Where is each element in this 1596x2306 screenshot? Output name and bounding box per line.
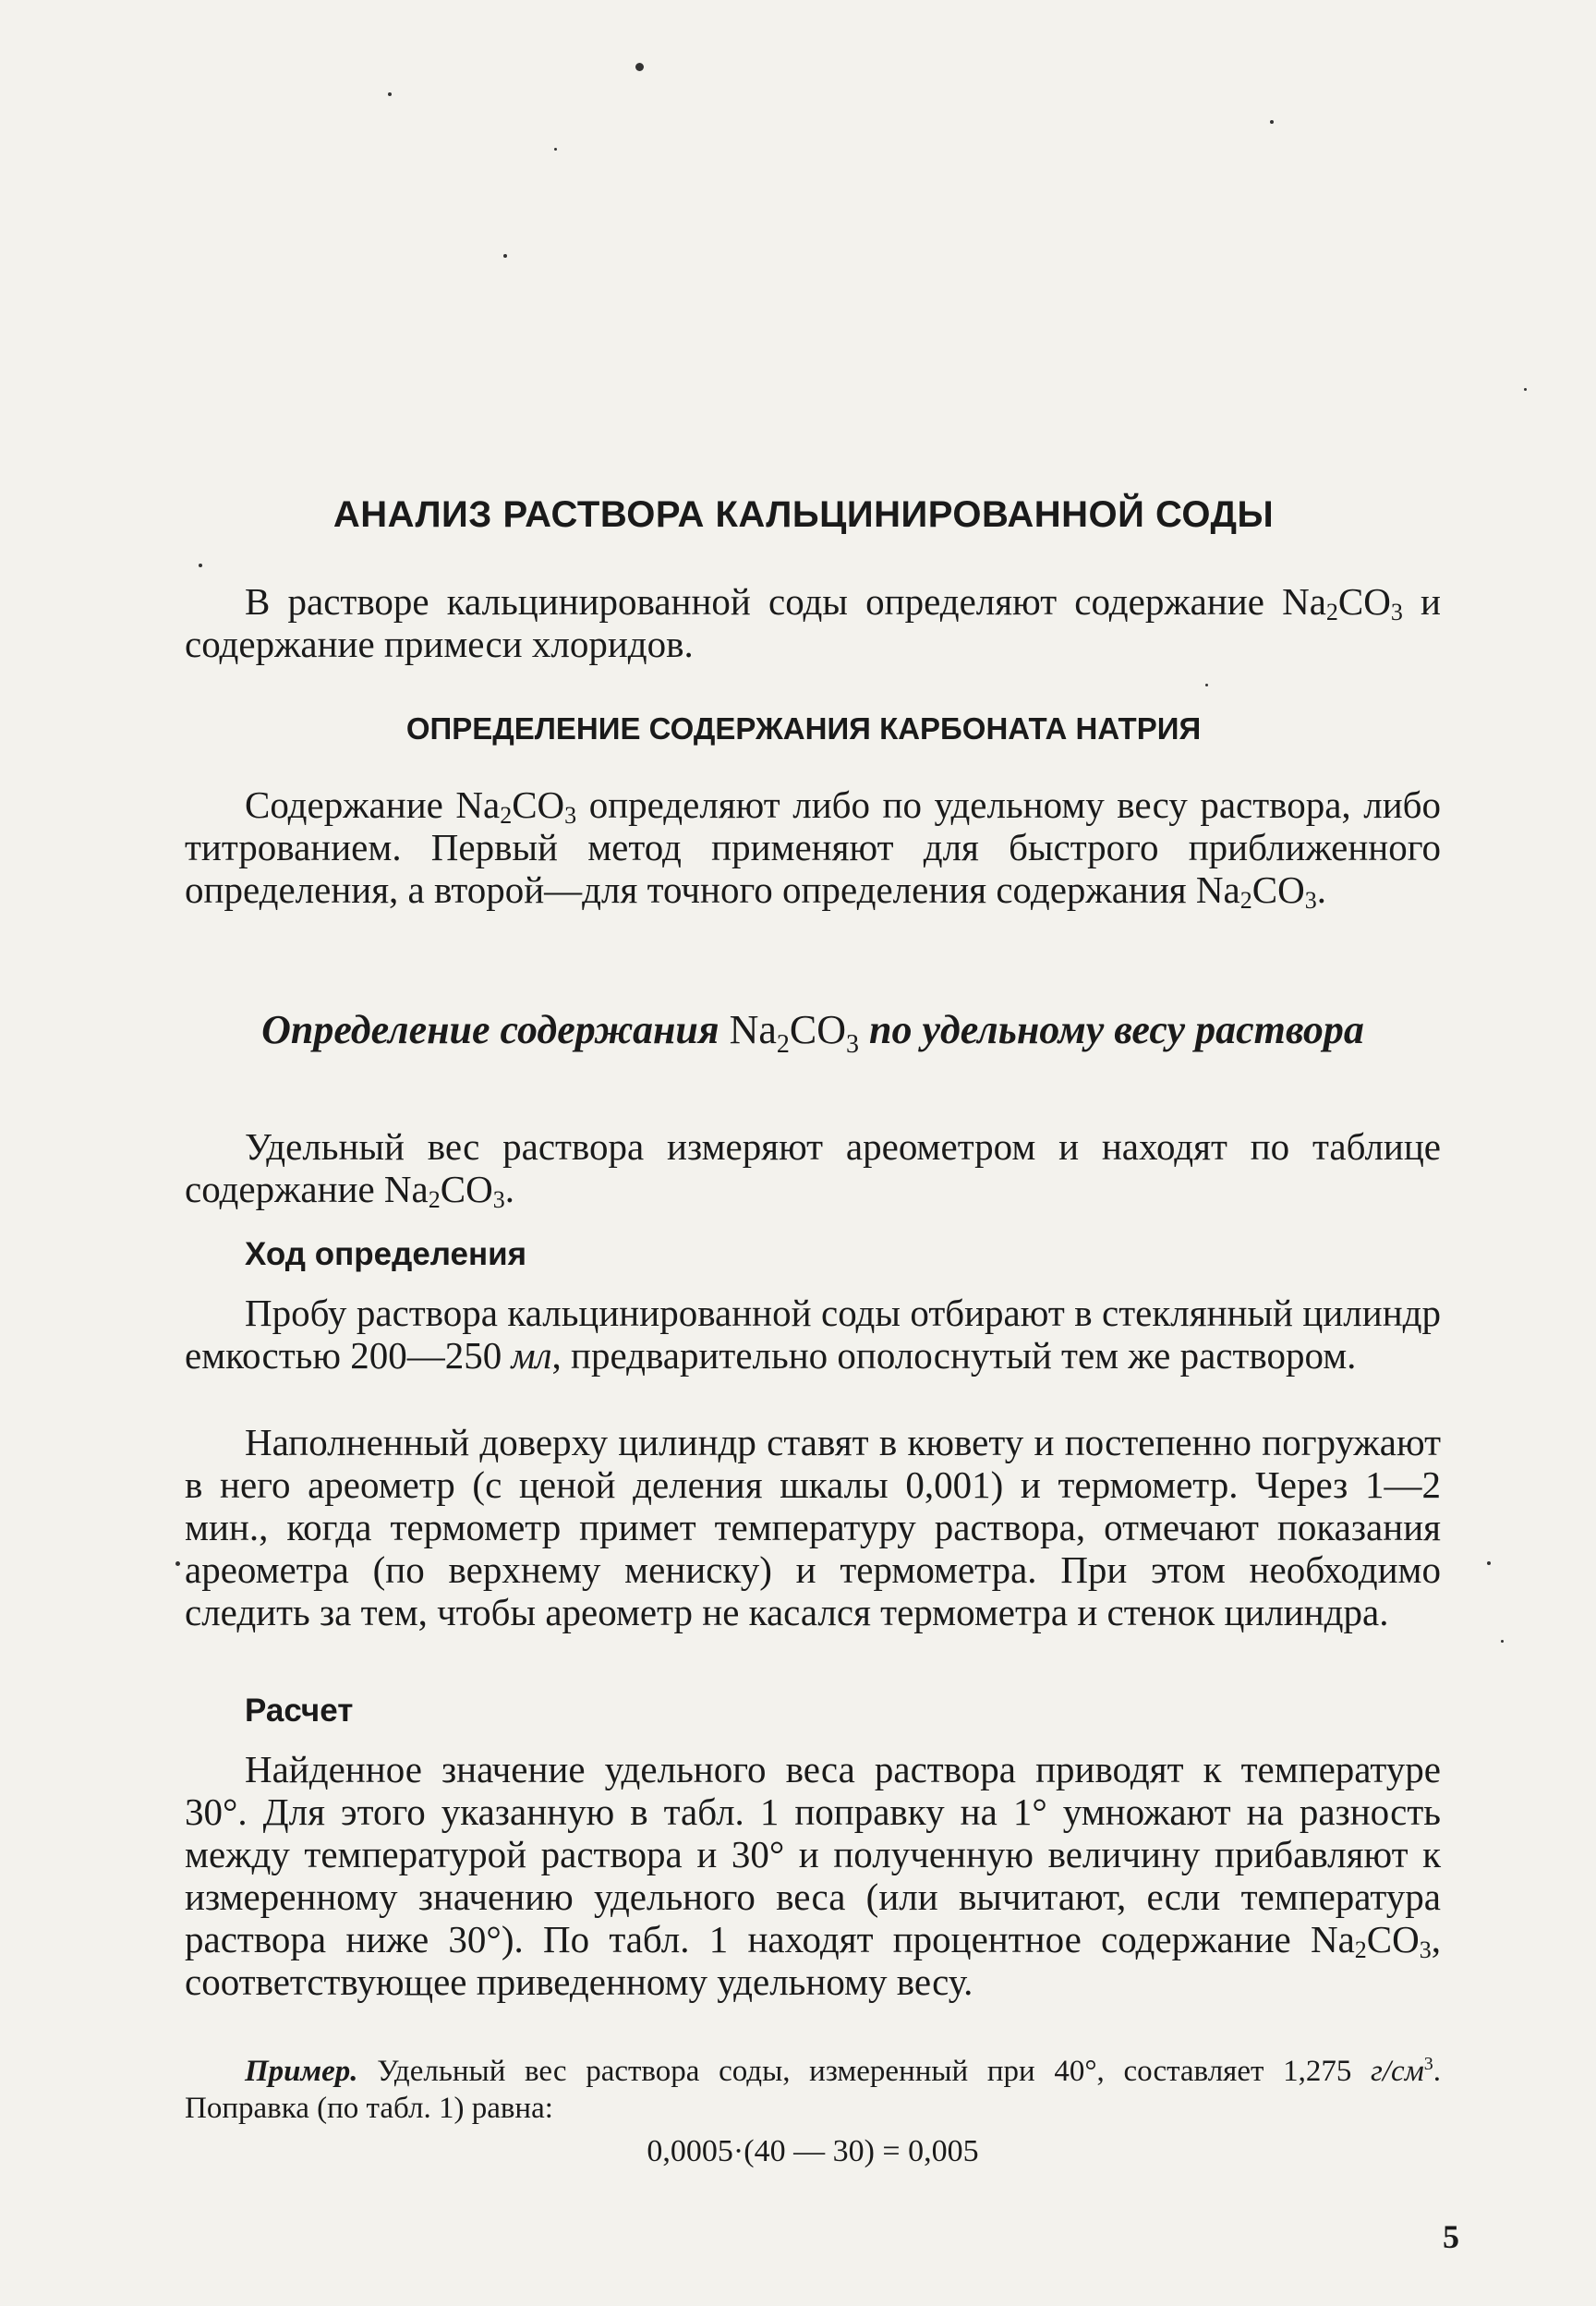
text-run: CO bbox=[1337, 580, 1391, 623]
example-formula: 0,0005·(40 — 30) = 0,005 bbox=[647, 2134, 979, 2168]
page-title: АНАЛИЗ РАСТВОРА КАЛЬЦИНИРОВАННОЙ СОДЫ bbox=[332, 494, 1275, 535]
text-run: Удельный вес раствора соды, измеренный при 40°, составляет 1,275 bbox=[357, 2055, 1371, 2088]
text-run: В растворе кальцинированной соды определяют содержание Na bbox=[245, 580, 1326, 623]
scan-speck bbox=[1501, 1640, 1504, 1643]
example-paragraph bbox=[185, 2053, 1441, 2127]
procedure-heading: Ход определения bbox=[245, 1236, 527, 1272]
calculation-heading: Расчет bbox=[245, 1693, 354, 1729]
text-run: CO bbox=[1251, 868, 1305, 911]
subscript: 3 bbox=[1304, 887, 1317, 914]
text-run: , предварительно ополоснутый тем же раствором. bbox=[551, 1334, 1357, 1377]
unit-text: г/см bbox=[1371, 2055, 1424, 2088]
heading-text: по удельному весу раствора bbox=[859, 1007, 1364, 1052]
section-carbonate-paragraph bbox=[185, 783, 1441, 914]
section-heading-carbonate: ОПРЕДЕЛЕНИЕ СОДЕРЖАНИЯ КАРБОНАТА НАТРИЯ bbox=[405, 711, 1202, 746]
example-label: Пример. bbox=[245, 2055, 358, 2088]
formula-text: Na bbox=[729, 1007, 777, 1052]
text-run: , соответствующее приведенному удельному весу. bbox=[185, 1918, 1441, 2003]
subscript: 3 bbox=[1390, 599, 1403, 625]
intro-paragraph bbox=[185, 580, 1441, 665]
heading-formula bbox=[729, 1007, 859, 1059]
subscript: 2 bbox=[500, 802, 513, 829]
subscript: 3 bbox=[564, 802, 577, 829]
subscript: 3 bbox=[492, 1186, 505, 1213]
subsection-heading-density bbox=[212, 1007, 1413, 1068]
subsection-density-paragraph bbox=[185, 1125, 1441, 1213]
superscript: 3 bbox=[1423, 2054, 1433, 2074]
heading-text: Определение содержания bbox=[261, 1007, 730, 1052]
procedure-paragraph-1 bbox=[185, 1292, 1441, 1377]
subscript: 3 bbox=[1419, 1936, 1432, 1963]
text-run: CO bbox=[512, 783, 565, 826]
scan-speck bbox=[1205, 684, 1208, 686]
scan-speck bbox=[635, 63, 644, 71]
text-run: определяют либо по удельному весу раствора, либо титрованием. Первый метод применяют для быстрого приближенного определения, а второй—для точного определения содержания Na bbox=[185, 783, 1441, 911]
unit-text: мл bbox=[511, 1334, 552, 1377]
procedure-paragraph-2: Наполненный доверху цилиндр ставят в кювету и постепенно погружают в него ареометр (с ценой деления шкалы 0,001) и термометр. Через 1—2 мин., когда термометр примет температуру раствора, отмечают показания ареометра (по верхнему мениску) и термометра. При этом необходимо следить за тем, чтобы ареометр не касался термометра и стенок цилиндра. bbox=[185, 1421, 1441, 1633]
text-run: . bbox=[504, 1168, 514, 1210]
text-run: Удельный вес раствора измеряют ареометром и находят по таблице содержание Na bbox=[185, 1125, 1441, 1210]
text-run: . bbox=[1316, 868, 1326, 911]
scan-speck bbox=[388, 92, 392, 96]
scan-speck bbox=[503, 254, 507, 258]
subscript: 2 bbox=[1354, 1936, 1367, 1963]
scan-speck bbox=[175, 1561, 180, 1566]
page-number: 5 bbox=[1443, 2218, 1459, 2255]
subscript: 3 bbox=[846, 1029, 859, 1059]
calculation-paragraph bbox=[185, 1748, 1441, 2003]
scan-speck bbox=[199, 564, 202, 567]
scan-speck bbox=[1270, 120, 1274, 124]
text-run: и содержание примеси хлоридов. bbox=[185, 580, 1441, 665]
scan-speck bbox=[554, 148, 557, 151]
subscript: 2 bbox=[776, 1029, 790, 1059]
subscript: 2 bbox=[1325, 599, 1338, 625]
text-run: Найденное значение удельного веса раствора приводят к температуре 30°. Для этого указанную в табл. 1 поправку на 1° умножают на разность между температурой раствора и 30° и полученную величину прибавляют к измеренному значению удельного веса (или вычитают, если температура раствора ниже 30°). По табл. 1 находят процентное содержание Na bbox=[185, 1748, 1441, 1960]
formula-text: CO bbox=[789, 1007, 846, 1052]
subscript: 2 bbox=[1239, 887, 1252, 914]
text-run: . Поправка (по табл. 1) равна: bbox=[185, 2055, 1441, 2125]
text-run: Содержание Na bbox=[245, 783, 501, 826]
scan-speck bbox=[1524, 388, 1527, 391]
subscript: 2 bbox=[428, 1186, 441, 1213]
text-run: Пробу раствора кальцинированной соды отбирают в стеклянный цилиндр емкостью 200—250 bbox=[185, 1292, 1441, 1377]
scan-speck bbox=[1487, 1561, 1491, 1565]
text-run: CO bbox=[1366, 1918, 1420, 1960]
text-run: CO bbox=[440, 1168, 493, 1210]
